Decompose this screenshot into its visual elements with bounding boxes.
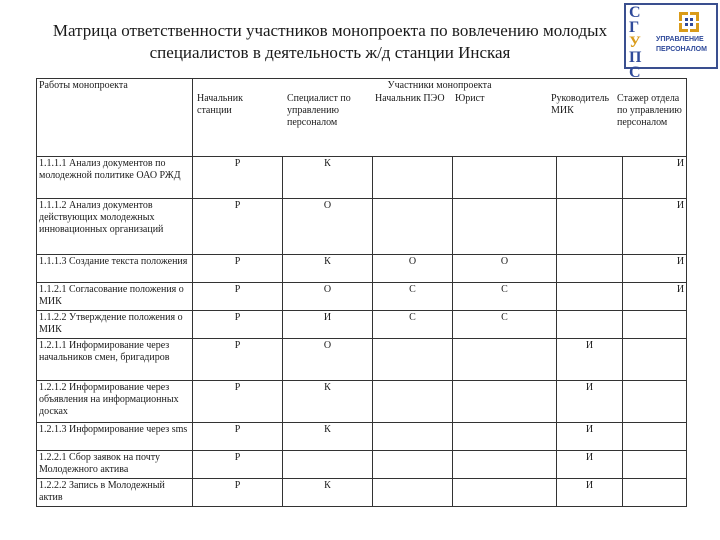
role-cell: И	[623, 283, 687, 311]
column-header: Руководитель МИК	[551, 93, 610, 116]
table-row	[37, 423, 687, 451]
role-cell	[557, 311, 623, 339]
column-header: Стажер отдела по управлению персоналом	[617, 93, 682, 128]
role-cell: О	[373, 255, 453, 283]
role-cell: Р	[193, 451, 283, 479]
role-cell	[373, 339, 453, 381]
role-cell: И	[623, 199, 687, 255]
role-cell	[623, 339, 687, 381]
role-cell	[453, 381, 557, 423]
role-cell: К	[283, 479, 373, 507]
role-cell	[557, 255, 623, 283]
column-header: Начальник ПЭО	[375, 93, 445, 104]
role-cell: Р	[193, 199, 283, 255]
role-cell	[453, 157, 557, 199]
role-cell: Р	[193, 283, 283, 311]
role-cell: О	[283, 283, 373, 311]
page-title: Матрица ответственности участников монопроекта по вовлечению молодых специалистов в деятельность ж/д станции Инская	[52, 21, 608, 62]
role-cell: Р	[193, 479, 283, 507]
role-cell: Р	[193, 311, 283, 339]
role-cell	[453, 479, 557, 507]
role-cell	[373, 451, 453, 479]
work-cell: 1.1.2.2 Утверждение положения о МИК	[37, 311, 193, 339]
work-cell: 1.2.1.3 Информирование через sms	[37, 423, 193, 451]
table-row	[37, 339, 687, 381]
role-cell	[557, 283, 623, 311]
column-header: Начальник станции	[197, 93, 243, 116]
role-cell: О	[453, 255, 557, 283]
participants-header: Участники монопроекта	[387, 80, 492, 91]
role-cell: Р	[193, 255, 283, 283]
role-cell: К	[283, 381, 373, 423]
work-cell: 1.2.1.1 Информирование через начальников смен, бригадиров	[37, 339, 193, 381]
role-cell: Р	[193, 381, 283, 423]
table-row	[37, 283, 687, 311]
role-cell	[453, 451, 557, 479]
role-cell: И	[557, 381, 623, 423]
participants-header-cell	[193, 79, 687, 157]
role-cell	[373, 157, 453, 199]
role-cell: Р	[193, 157, 283, 199]
role-cell	[373, 423, 453, 451]
table-row	[37, 451, 687, 479]
role-cell	[283, 451, 373, 479]
role-cell: К	[283, 157, 373, 199]
role-cell	[623, 451, 687, 479]
role-cell: И	[557, 479, 623, 507]
table-row	[37, 157, 687, 199]
role-cell: И	[557, 423, 623, 451]
role-cell	[373, 381, 453, 423]
role-cell: И	[283, 311, 373, 339]
role-cell	[623, 381, 687, 423]
role-cell: О	[283, 199, 373, 255]
table-row	[37, 199, 687, 255]
role-cell: С	[373, 311, 453, 339]
role-cell	[453, 199, 557, 255]
table-row	[37, 311, 687, 339]
logo	[624, 3, 718, 81]
work-cell: 1.1.1.2 Анализ документов действующих молодежных инновационных организаций	[37, 199, 193, 255]
work-cell: 1.2.1.2 Информирование через объявления на информационных досках	[37, 381, 193, 423]
role-cell	[623, 423, 687, 451]
work-cell: 1.1.1.1 Анализ документов по молодежной политике ОАО РЖД	[37, 157, 193, 199]
role-cell: С	[453, 283, 557, 311]
role-cell	[557, 157, 623, 199]
role-cell: И	[557, 451, 623, 479]
role-cell: И	[623, 255, 687, 283]
role-cell	[623, 311, 687, 339]
work-header: Работы монопроекта	[37, 79, 193, 157]
table-row	[37, 255, 687, 283]
table-row	[37, 479, 687, 507]
column-header: Специалист по управлению персоналом	[287, 93, 351, 128]
responsibility-matrix	[36, 78, 687, 507]
role-cell	[557, 199, 623, 255]
role-cell: Р	[193, 423, 283, 451]
role-cell: И	[623, 157, 687, 199]
role-cell: С	[453, 311, 557, 339]
table-row	[37, 381, 687, 423]
work-cell: 1.1.1.3 Создание текста положения	[37, 255, 193, 283]
logo-caption: УПРАВЛЕНИЕ ПЕРСОНАЛОМ	[656, 36, 707, 53]
role-cell	[373, 479, 453, 507]
role-cell: И	[557, 339, 623, 381]
role-cell	[373, 199, 453, 255]
role-cell: К	[283, 255, 373, 283]
work-cell: 1.2.2.1 Сбор заявок на почту Молодежного актива	[37, 451, 193, 479]
role-cell	[453, 339, 557, 381]
role-cell	[623, 479, 687, 507]
column-header: Юрист	[455, 93, 485, 104]
header-row	[37, 79, 687, 157]
role-cell: С	[373, 283, 453, 311]
role-cell: К	[283, 423, 373, 451]
role-cell	[453, 423, 557, 451]
work-cell: 1.1.2.1 Согласование положения о МИК	[37, 283, 193, 311]
emblem-icon	[678, 11, 700, 33]
logo-letters: С Г У П С	[629, 4, 642, 81]
work-cell: 1.2.2.2 Запись в Молодежный актив	[37, 479, 193, 507]
role-cell: О	[283, 339, 373, 381]
role-cell: Р	[193, 339, 283, 381]
